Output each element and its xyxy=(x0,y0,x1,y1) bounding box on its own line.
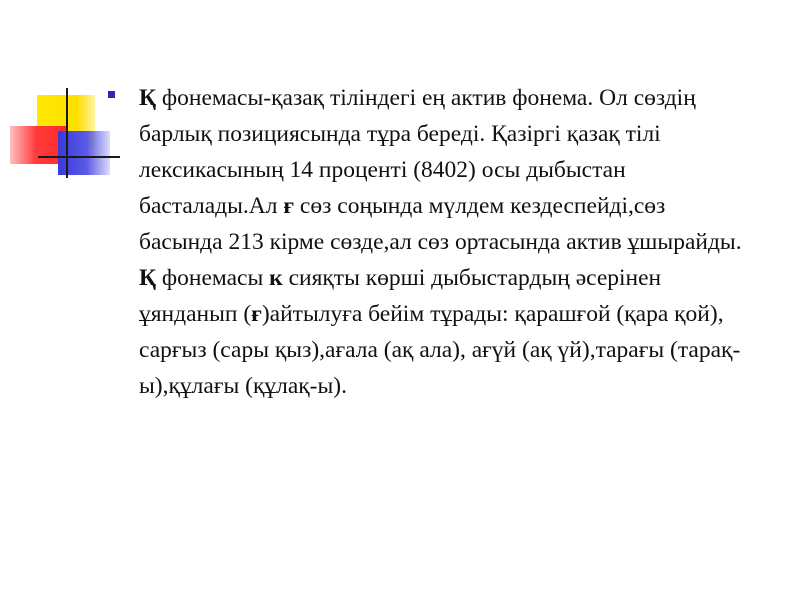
text-run: ғ xyxy=(251,301,262,327)
square-bullet-icon xyxy=(108,91,115,98)
bullet-item xyxy=(108,80,758,404)
vertical-line-decoration xyxy=(66,88,68,178)
text-run: фонемасы-қазақ тіліндегі ең актив фонема. Ол сөздің барлық позициясында тұра береді. Қазіргі қазақ тілі лексикасының 14 проценті (8402) осы дыбыстан басталады.Ал xyxy=(139,85,696,219)
text-run: ғ xyxy=(283,193,295,219)
text-run: сияқты көрші дыбыстардың әсерінен ұянданып ( xyxy=(139,265,662,327)
text-run: фонемасы xyxy=(156,265,270,291)
slide-content xyxy=(108,80,758,404)
text-run: Қ xyxy=(139,85,157,111)
text-run: к xyxy=(269,265,283,291)
text-run: Қ xyxy=(139,265,157,291)
bullet-paragraph xyxy=(139,80,754,404)
text-run: )айтылуға бейім тұрады: қарашғой (қара қой), сарғыз (сары қыз),ағала (ақ ала), ағүй (ақ үй),тарағы (тарақ-ы),құлағы (құлақ-ы). xyxy=(139,301,741,399)
text-run: сөз соңында мүлдем кездеспейді,сөз басында 213 кірме сөзде,ал сөз ортасында актив ұшырайды. xyxy=(139,193,742,255)
